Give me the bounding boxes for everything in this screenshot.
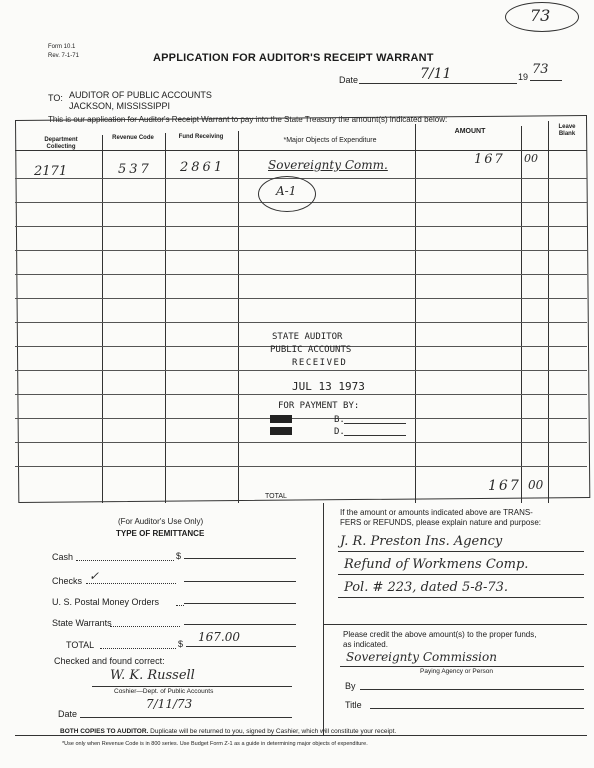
- by-label: By: [345, 681, 356, 691]
- remittance-date-label: Date: [58, 709, 78, 719]
- paying-label: Paying Agency or Person: [420, 668, 493, 675]
- checks-label: Checks: [52, 576, 83, 586]
- footer-note: *Use only when Revenue Code is in 800 series. Use Budget Form Z-1 as a guide in determining major objects of expenditure.: [62, 741, 368, 747]
- row-amount-cents: 00: [524, 152, 538, 165]
- col-fund-header: Fund Receiving: [178, 134, 224, 140]
- total-label: TOTAL: [265, 493, 287, 500]
- cash-dollar-sign: $: [176, 551, 182, 561]
- title-label: Title: [345, 700, 362, 710]
- checked-label: Checked and found correct:: [54, 656, 165, 666]
- cashier-label: Coshier—Dept. of Public Accounts: [114, 688, 214, 695]
- col-leave-header: Leave Blank: [558, 124, 576, 137]
- cashier-signature: W. K. Russell: [110, 668, 195, 683]
- form-title: APPLICATION FOR AUDITOR'S RECEIPT WARRANT: [153, 52, 434, 64]
- remittance-total-value: 167.00: [198, 630, 240, 644]
- credit-text2: as indicated.: [343, 640, 388, 649]
- stamp-date: JUL 13 1973: [292, 380, 365, 393]
- remittance-date-value: 7/11/73: [146, 697, 193, 711]
- remittance-auditor-note: (For Auditor's Use Only): [118, 517, 204, 526]
- form-revision: Rev. 7-1-71: [48, 53, 79, 59]
- col-revenue-header: Revenue Code: [112, 135, 154, 141]
- cash-label: Cash: [52, 552, 74, 562]
- row-dept: 2171: [34, 164, 68, 179]
- year-suffix: 73: [532, 62, 549, 77]
- transfers-line1: J. R. Preston Ins. Agency: [340, 534, 503, 549]
- credit-text1: Please credit the above amount(s) to the proper funds,: [343, 630, 537, 639]
- checks-mark: ✓: [89, 569, 100, 583]
- total-cents: 00: [528, 478, 544, 492]
- received-stamp: [270, 332, 365, 439]
- date-label: Date: [339, 75, 359, 85]
- intro-text: This is our application for Auditor's Receipt Warrant to pay into the State Treasury the amount(s) indicated below:: [48, 115, 448, 124]
- row-amount-dollars: 167: [474, 152, 505, 167]
- stamp-d: D.: [334, 427, 345, 437]
- transfers-text2: FERS or REFUNDS, please explain nature and purpose:: [340, 518, 541, 527]
- footer-rest: Duplicate will be returned to you, signed by Cashier, which will constitute your receipt.: [150, 728, 397, 735]
- year-prefix: 19: [518, 72, 529, 82]
- footer-bold: BOTH COPIES TO AUDITOR.: [60, 728, 149, 735]
- stamp-line4: FOR PAYMENT BY:: [278, 401, 360, 411]
- col-objects-header: *Major Objects of Expenditure: [283, 137, 377, 144]
- transfers-line3: Pol. # 223, dated 5-8-73.: [344, 580, 509, 595]
- col-amount-header: AMOUNT: [454, 128, 486, 135]
- form-number: Form 10.1: [48, 44, 76, 50]
- warrants-label: State Warrants: [52, 618, 112, 628]
- remittance-total-label: TOTAL: [66, 640, 95, 650]
- remittance-heading: TYPE OF REMITTANCE: [116, 529, 205, 538]
- transfers-line2: Refund of Workmens Comp.: [344, 557, 529, 572]
- postal-label: U. S. Postal Money Orders: [52, 597, 160, 607]
- to-line2: JACKSON, MISSISSIPPI: [69, 101, 171, 111]
- stamp-line1: STATE AUDITOR: [272, 332, 343, 342]
- transfers-text1: If the amount or amounts indicated above are TRANS-: [340, 508, 533, 517]
- stamp-b: B.: [334, 415, 345, 425]
- total-dollars: 167: [488, 478, 521, 494]
- row-objects: Sovereignty Comm.: [268, 158, 388, 172]
- col-dept-header: Department Collecting: [44, 137, 78, 150]
- page-number: 73: [530, 6, 551, 25]
- to-label: TO:: [48, 93, 63, 103]
- remittance-total-dollar: $: [178, 639, 184, 649]
- stamp-line3: RECEIVED: [292, 358, 348, 368]
- date-value: 7/11: [420, 66, 452, 82]
- credit-signature: Sovereignty Commission: [346, 650, 497, 664]
- to-line1: AUDITOR OF PUBLIC ACCOUNTS: [69, 90, 212, 100]
- stamp-line2: PUBLIC ACCOUNTS: [270, 345, 352, 355]
- circled-code: A-1: [276, 184, 297, 198]
- row-fund: 2861: [180, 160, 226, 175]
- row-revenue: 537: [118, 162, 152, 177]
